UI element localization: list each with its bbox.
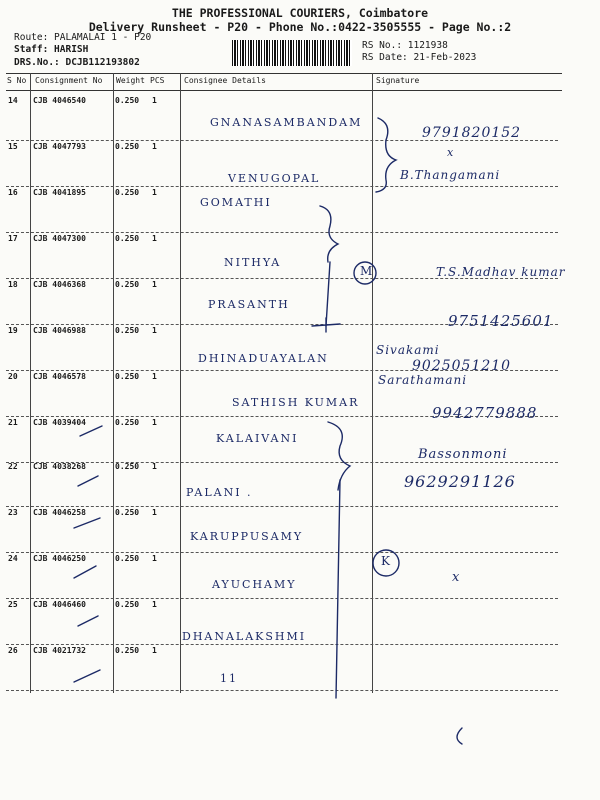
row-consignee: VENUGOPAL	[228, 172, 321, 185]
row-pcs: 1	[152, 234, 157, 243]
row-weight: 0.250	[115, 96, 140, 105]
col-divider	[180, 73, 181, 693]
row-consignment: CJB 4046540	[33, 96, 86, 105]
row-pcs: 1	[152, 418, 157, 427]
col-pcs: PCS	[150, 76, 165, 85]
row-consignee: PRASANTH	[208, 298, 290, 311]
tick-mark: x	[452, 570, 461, 585]
signature-note: Bassonmoni	[418, 447, 508, 462]
col-signature: Signature	[376, 76, 420, 85]
row-sno: 17	[8, 234, 18, 243]
row-weight: 0.250	[115, 234, 140, 243]
row-pcs: 1	[152, 372, 157, 381]
row-consignment: CJB 4047793	[33, 142, 86, 151]
signature-note: Sarathamani	[378, 373, 468, 387]
row-pcs: 1	[152, 462, 157, 471]
row-pcs: 1	[152, 554, 157, 563]
row-separator	[6, 186, 558, 187]
row-pcs: 1	[152, 326, 157, 335]
row-separator	[6, 644, 558, 645]
row-weight: 0.250	[115, 280, 140, 289]
signature-note: 9025051210	[412, 358, 512, 374]
col-divider	[30, 73, 31, 693]
row-pcs: 1	[152, 646, 157, 655]
circled-mark: K	[381, 554, 391, 568]
row-weight: 0.250	[115, 418, 140, 427]
tick-stroke	[78, 476, 98, 486]
row-sno: 25	[8, 600, 18, 609]
row-consignee: KALAIVANI	[216, 432, 299, 445]
row-consignment: CJB 4046460	[33, 600, 86, 609]
row-separator	[6, 598, 558, 599]
row-weight: 0.250	[115, 646, 140, 655]
row-consignment: CJB 4039404	[33, 418, 86, 427]
signature-note: B.Thangamani	[400, 168, 501, 182]
tick-stroke	[74, 566, 96, 578]
route-label: Route: PALAMALAI 1 - P20	[14, 32, 152, 43]
row-pcs: 1	[152, 96, 157, 105]
row-sno: 24	[8, 554, 18, 563]
brace-stroke	[376, 118, 396, 192]
col-divider	[113, 73, 114, 693]
row-weight: 0.250	[115, 508, 140, 517]
tick-stroke	[74, 670, 100, 682]
row-consignee: KARUPPUSAMY	[190, 530, 304, 543]
rs-number: RS No.: 1121938	[362, 40, 448, 51]
arrow-stroke	[326, 262, 330, 326]
row-consignee: SATHISH KUMAR	[232, 396, 360, 409]
row-consignee: DHANALAKSHMI	[182, 630, 307, 643]
signature-note: 9751425601	[448, 312, 554, 330]
signature-note: T.S.Madhav kumar	[436, 265, 566, 279]
row-sno: 23	[8, 508, 18, 517]
arrow-stroke	[336, 480, 340, 698]
signature-note: 9629291126	[404, 472, 516, 491]
row-consignment: CJB 4047300	[33, 234, 86, 243]
arrow-stroke	[312, 318, 340, 332]
circled-mark: M	[360, 264, 374, 278]
header-top-rule	[6, 73, 562, 74]
row-pcs: 1	[152, 142, 157, 151]
signature-note: Sivakami	[376, 343, 440, 357]
row-separator	[6, 232, 558, 233]
row-consignment: CJB 4046578	[33, 372, 86, 381]
row-consignment: CJB 4046258	[33, 508, 86, 517]
row-pcs: 1	[152, 508, 157, 517]
row-weight: 0.250	[115, 600, 140, 609]
row-weight: 0.250	[115, 462, 140, 471]
signature-note: 9791820152	[422, 125, 522, 141]
row-consignee: NITHYA	[224, 256, 282, 269]
row-consignment: CJB 4046988	[33, 326, 86, 335]
row-consignee: 11	[220, 672, 238, 685]
row-sno: 14	[8, 96, 18, 105]
row-consignee: AYUCHAMY	[212, 578, 297, 591]
row-sno: 26	[8, 646, 18, 655]
tick-stroke	[78, 616, 98, 626]
row-separator	[6, 462, 558, 463]
brace-stroke	[328, 422, 350, 490]
barcode	[232, 40, 352, 66]
row-pcs: 1	[152, 188, 157, 197]
rs-date: RS Date: 21-Feb-2023	[362, 52, 477, 63]
row-sno: 16	[8, 188, 18, 197]
drs-number: DRS.No.: DCJB112193802	[14, 57, 140, 68]
col-sno: S No	[7, 76, 27, 85]
tick-mark: x	[447, 146, 455, 159]
col-consignee: Consignee Details	[184, 76, 266, 85]
row-weight: 0.250	[115, 372, 140, 381]
row-sno: 15	[8, 142, 18, 151]
row-consignee: GNANASAMBANDAM	[210, 116, 363, 129]
brace-stroke	[320, 206, 338, 262]
staff-label: Staff: HARISH	[14, 44, 89, 55]
col-divider	[372, 73, 373, 693]
tick-stroke	[74, 518, 100, 528]
tick-stroke	[80, 426, 102, 436]
row-sno: 22	[8, 462, 18, 471]
header-bottom-rule	[6, 90, 562, 91]
row-sno: 21	[8, 418, 18, 427]
row-consignment: CJB 4021732	[33, 646, 86, 655]
row-consignment: CJB 4041895	[33, 188, 86, 197]
row-weight: 0.250	[115, 142, 140, 151]
row-consignment: CJB 4046368	[33, 280, 86, 289]
row-consignee: GOMATHI	[200, 196, 272, 209]
row-pcs: 1	[152, 600, 157, 609]
row-consignee: PALANI .	[186, 486, 253, 499]
col-consignment: Consignment No	[35, 76, 103, 85]
row-consignment: CJB 4046250	[33, 554, 86, 563]
row-separator	[6, 690, 558, 691]
row-consignment: CJB 4038268	[33, 462, 86, 471]
row-separator	[6, 506, 558, 507]
row-weight: 0.250	[115, 326, 140, 335]
row-weight: 0.250	[115, 554, 140, 563]
stray-stroke	[457, 728, 462, 744]
company-title: THE PROFESSIONAL COURIERS, Coimbatore	[171, 6, 429, 20]
row-consignee: DHINADUAYALAN	[198, 352, 329, 365]
row-sno: 18	[8, 280, 18, 289]
row-weight: 0.250	[115, 188, 140, 197]
signature-note: 9942779888	[432, 404, 538, 422]
row-separator	[6, 552, 558, 553]
col-weight: Weight	[116, 76, 145, 85]
runsheet-title: Delivery Runsheet - P20 - Phone No.:0422-3505555 - Page No.:2	[88, 20, 512, 34]
row-sno: 20	[8, 372, 18, 381]
row-sno: 19	[8, 326, 18, 335]
row-pcs: 1	[152, 280, 157, 289]
